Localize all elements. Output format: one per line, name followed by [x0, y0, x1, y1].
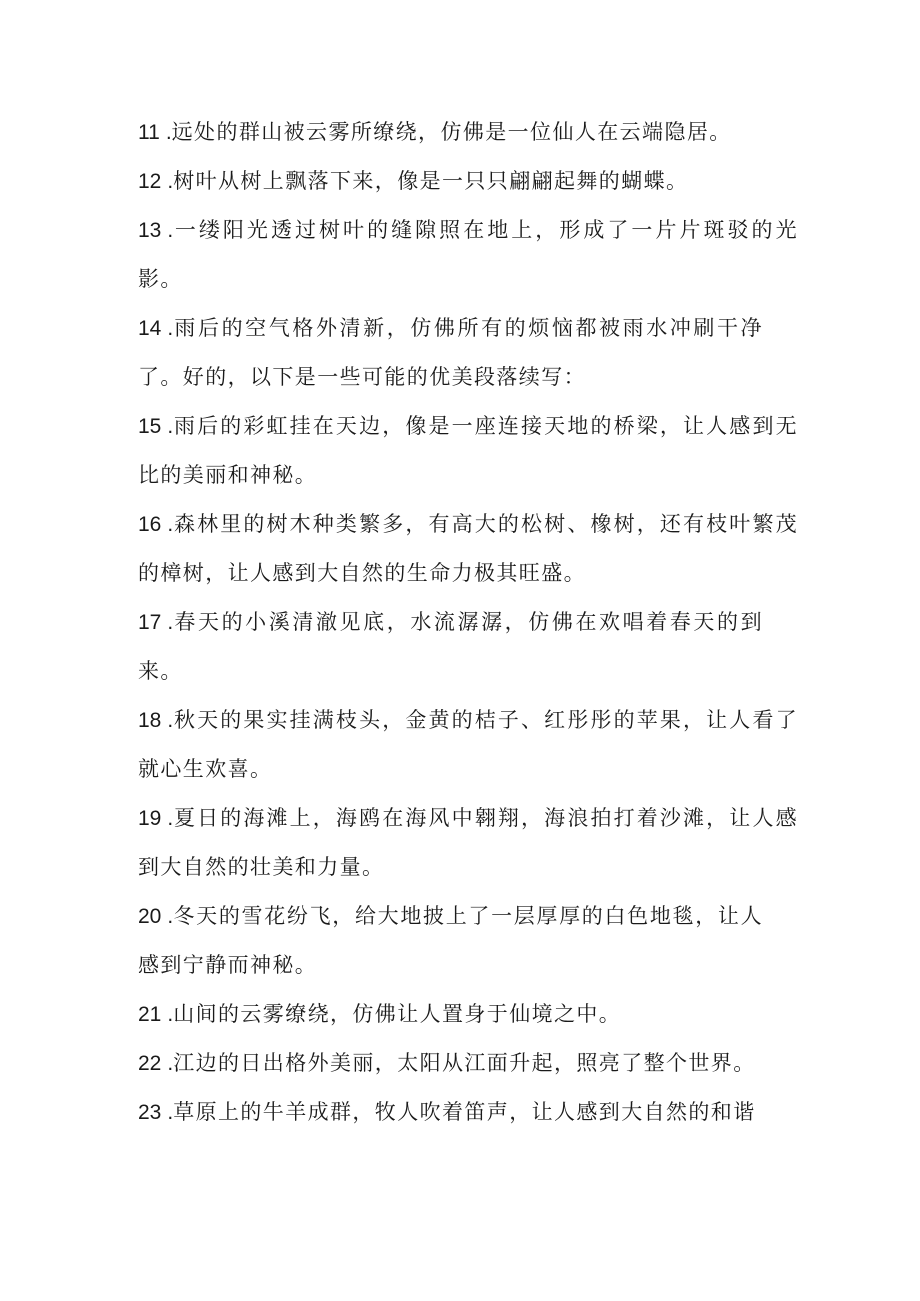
paragraph-number: 19 — [138, 807, 162, 830]
paragraph-20: 20 .冬天的雪花纷飞，给大地披上了一层厚厚的白色地毯，让人感到宁静而神秘。 — [138, 904, 763, 977]
paragraph-number: 13 — [138, 219, 162, 242]
paragraph-text: 夏日的海滩上，海鸥在海风中翱翔，海浪拍打着沙滩，让人感到大自然的壮美和力量。 — [138, 806, 798, 879]
paragraph-text: 春天的小溪清澈见底，水流潺潺，仿佛在欢唱着春天的到来。 — [138, 610, 763, 683]
paragraph-23: 23 .草原上的牛羊成群，牧人吹着笛声，让人感到大自然的和谐 — [138, 1100, 756, 1124]
paragraph-number: 16 — [138, 513, 162, 536]
paragraph-number: 18 — [138, 709, 162, 732]
paragraph-number: 17 — [138, 611, 162, 634]
paragraph-19: 19 .夏日的海滩上，海鸥在海风中翱翔，海浪拍打着沙滩，让人感到大自然的壮美和力量。 — [138, 806, 798, 879]
document-body — [138, 108, 798, 1137]
paragraph-number: 23 — [138, 1101, 162, 1124]
paragraph-22: 22 .江边的日出格外美丽，太阳从江面升起，照亮了整个世界。 — [138, 1051, 756, 1075]
paragraph-text: 草原上的牛羊成群，牧人吹着笛声，让人感到大自然的和谐 — [173, 1100, 756, 1124]
paragraph-14: 14 .雨后的空气格外清新，仿佛所有的烦恼都被雨水冲刷干净了。好的，以下是一些可能的优美段落续写： — [138, 316, 763, 389]
paragraph-17: 17 .春天的小溪清澈见底，水流潺潺，仿佛在欢唱着春天的到来。 — [138, 610, 763, 683]
paragraph-11: 11 .远处的群山被云雾所缭绕，仿佛是一位仙人在云端隐居。 — [138, 120, 732, 144]
paragraph-text: 雨后的彩虹挂在天边，像是一座连接天地的桥梁，让人感到无比的美丽和神秘。 — [138, 414, 798, 487]
paragraph-text: 冬天的雪花纷飞，给大地披上了一层厚厚的白色地毯，让人感到宁静而神秘。 — [138, 904, 763, 977]
paragraph-text: 树叶从树上飘落下来，像是一只只翩翩起舞的蝴蝶。 — [173, 169, 689, 193]
paragraph-16: 16 .森林里的树木种类繁多，有高大的松树、橡树，还有枝叶繁茂的樟树，让人感到大自然的生命力极其旺盛。 — [138, 512, 798, 585]
paragraph-number: 22 — [138, 1052, 162, 1075]
paragraph-18: 18 .秋天的果实挂满枝头，金黄的桔子、红彤彤的苹果，让人看了就心生欢喜。 — [138, 708, 798, 781]
paragraph-text: 江边的日出格外美丽，太阳从江面升起，照亮了整个世界。 — [173, 1051, 756, 1075]
paragraph-text: 秋天的果实挂满枝头，金黄的桔子、红彤彤的苹果，让人看了就心生欢喜。 — [138, 708, 798, 781]
paragraph-12: 12 .树叶从树上飘落下来，像是一只只翩翩起舞的蝴蝶。 — [138, 169, 689, 193]
paragraph-number: 15 — [138, 415, 162, 438]
paragraph-text: 森林里的树木种类繁多，有高大的松树、橡树，还有枝叶繁茂的樟树，让人感到大自然的生命力极其旺盛。 — [138, 512, 798, 585]
paragraph-text: 远处的群山被云雾所缭绕，仿佛是一位仙人在云端隐居。 — [171, 120, 732, 144]
paragraph-15: 15 .雨后的彩虹挂在天边，像是一座连接天地的桥梁，让人感到无比的美丽和神秘。 — [138, 414, 798, 487]
paragraph-text: 山间的云雾缭绕，仿佛让人置身于仙境之中。 — [173, 1002, 622, 1026]
paragraph-number: 21 — [138, 1003, 162, 1026]
paragraph-text: 雨后的空气格外清新，仿佛所有的烦恼都被雨水冲刷干净了。好的，以下是一些可能的优美段落续写： — [138, 316, 763, 389]
paragraph-13: 13 .一缕阳光透过树叶的缝隙照在地上，形成了一片片斑驳的光影。 — [138, 218, 798, 291]
paragraph-text: 一缕阳光透过树叶的缝隙照在地上，形成了一片片斑驳的光影。 — [138, 218, 798, 291]
paragraph-number: 14 — [138, 317, 162, 340]
paragraph-number: 20 — [138, 905, 162, 928]
paragraph-21: 21 .山间的云雾缭绕，仿佛让人置身于仙境之中。 — [138, 1002, 622, 1026]
paragraph-number: 11 — [138, 121, 160, 144]
paragraph-number: 12 — [138, 170, 162, 193]
